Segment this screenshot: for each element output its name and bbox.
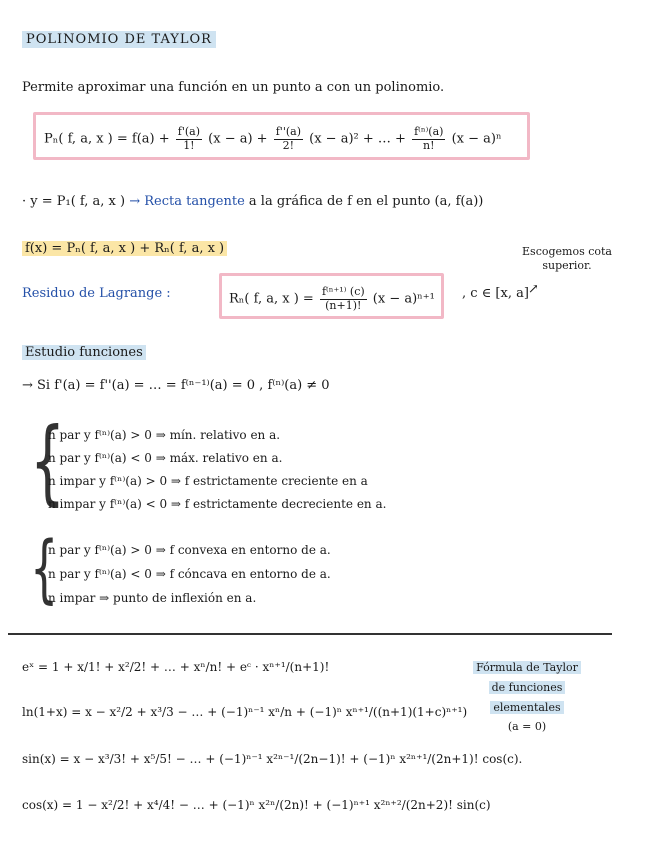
term2-tail: (x − a)² + … +	[309, 131, 406, 147]
series-exp: eˣ = 1 + x/1! + x²/2! + … + xⁿ/n! + eᶜ · xⁿ⁺¹/(n+1)!	[22, 660, 330, 674]
termn-num: f⁽ⁿ⁾(a)	[414, 125, 444, 138]
upper-bound-note: Escogemos cota superior.	[522, 245, 612, 273]
hypothesis: → Si f'(a) = f''(a) = … = f⁽ⁿ⁻¹⁾(a) = 0 , f⁽ⁿ⁾(a) ≠ 0	[22, 378, 330, 393]
term1-tail: (x − a) +	[208, 131, 268, 147]
tangent-line-statement	[22, 194, 483, 209]
lagrange-lhs: Rₙ( f, a, x ) =	[229, 291, 314, 307]
series-note-line	[452, 678, 602, 698]
case-item: n par y f⁽ⁿ⁾(a) > 0 ⇒ mín. relativo en a.	[48, 428, 281, 442]
lagrange-condition: , c ∈ [x, a]	[462, 286, 529, 301]
term1-den: 1!	[183, 138, 195, 152]
series-note	[452, 658, 602, 737]
case-item: n impar y f⁽ⁿ⁾(a) < 0 ⇒ f estrictamente decreciente en a.	[48, 497, 387, 511]
lagrange-tail: (x − a)ⁿ⁺¹	[372, 291, 435, 307]
tangent-arrow: →	[125, 194, 145, 209]
series-note-text: de funciones	[489, 681, 566, 694]
term1-fraction	[176, 126, 202, 152]
case-item: n impar ⇒ punto de inflexión en a.	[48, 591, 257, 605]
lagrange-formula	[229, 286, 435, 312]
term2-num: f''(a)	[275, 125, 301, 138]
termn-den: n!	[422, 138, 435, 152]
intro-text: Permite aproximar una función en un punto a con un polinomio.	[22, 80, 445, 95]
arrow-icon: ↗	[528, 282, 539, 297]
series-note-text: Fórmula de Taylor	[473, 661, 581, 674]
lagrange-label: Residuo de Lagrange :	[22, 286, 171, 301]
lagrange-num: f⁽ⁿ⁺¹⁾ (c)	[321, 285, 365, 298]
taylor-formula	[44, 126, 502, 152]
decomposition	[22, 241, 227, 256]
left-brace-icon: {	[30, 526, 59, 612]
lagrange-den: (n+1)!	[325, 298, 362, 312]
term2-fraction	[274, 126, 303, 152]
taylor-lhs: Pₙ( f, a, x ) = f(a) +	[44, 131, 170, 147]
decomposition-text: f(x) = Pₙ( f, a, x ) + Rₙ( f, a, x )	[22, 241, 227, 256]
case-item: n par y f⁽ⁿ⁾(a) < 0 ⇒ f cóncava en entorno de a.	[48, 567, 331, 581]
section-heading: Estudio funciones	[22, 345, 146, 360]
series-note-text: (a = 0)	[507, 720, 547, 734]
termn-tail: (x − a)ⁿ	[451, 131, 502, 147]
case-item: n par y f⁽ⁿ⁾(a) < 0 ⇒ máx. relativo en a.	[48, 451, 283, 465]
page-title: POLINOMIO DE TAYLOR	[22, 31, 216, 48]
series-note-text: elementales	[490, 701, 563, 714]
case-item: n impar y f⁽ⁿ⁾(a) > 0 ⇒ f estrictamente creciente en a	[48, 474, 368, 488]
termn-fraction	[412, 126, 445, 152]
section-divider	[8, 633, 612, 635]
series-note-line	[452, 698, 602, 718]
series-note-line	[452, 717, 602, 737]
left-brace-icon: {	[30, 408, 66, 515]
series-ln: ln(1+x) = x − x²/2 + x³/3 − … + (−1)ⁿ⁻¹ xⁿ/n + (−1)ⁿ xⁿ⁺¹/((n+1)(1+c)ⁿ⁺¹)	[22, 705, 468, 719]
tangent-expr: · y = P₁( f, a, x )	[22, 194, 126, 209]
series-note-line	[452, 658, 602, 678]
term1-num: f'(a)	[177, 125, 201, 138]
series-cos: cos(x) = 1 − x²/2! + x⁴/4! − … + (−1)ⁿ x²ⁿ/(2n)! + (−1)ⁿ⁺¹ x²ⁿ⁺²/(2n+2)! sin(c)	[22, 798, 491, 812]
case-item: n par y f⁽ⁿ⁾(a) > 0 ⇒ f convexa en entorno de a.	[48, 543, 331, 557]
series-sin: sin(x) = x − x³/3! + x⁵/5! − … + (−1)ⁿ⁻¹ x²ⁿ⁻¹/(2n−1)! + (−1)ⁿ x²ⁿ⁺¹/(2n+1)! cos(c).	[22, 752, 523, 766]
tangent-label: Recta tangente	[144, 194, 245, 209]
tangent-rest: a la gráfica de f en el punto (a, f(a))	[244, 194, 484, 209]
lagrange-fraction	[320, 286, 367, 312]
term2-den: 2!	[282, 138, 295, 152]
